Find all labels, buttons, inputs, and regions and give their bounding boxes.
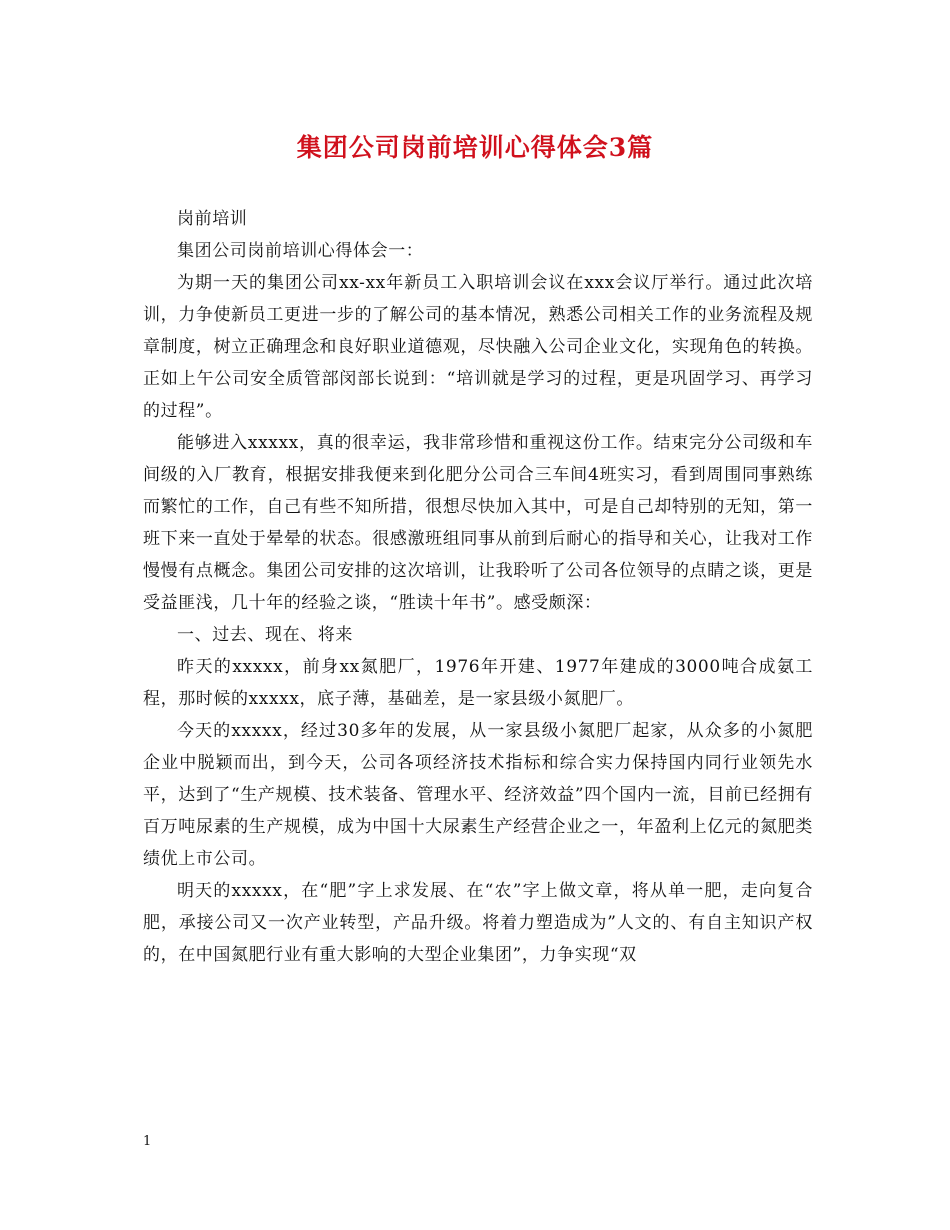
paragraph-yesterday: 昨天的xxxxx，前身xx氮肥厂，1976年开建、1977年建成的3000吨合成氨工程，那时候的xxxxx，底子薄，基础差，是一家县级小氮肥厂。 [143,657,813,709]
document-title: 集团公司岗前培训心得体会3篇 [296,133,654,162]
page-number: 1 [143,1134,152,1149]
paragraph-intro: 为期一天的集团公司xx-xx年新员工入职培训会议在xxx会议厅举行。通过此次培训，力争使新员工更进一步的了解公司的基本情况，熟悉公司相关工作的业务流程及规章制度，树立正确理念和良好职业道德观，尽快融入公司企业文化，实现角色的转换。正如上午公司安全质管部闵部长说到：“培训就是学习的过程，更是巩固学习、再学习的过程”。 [143,273,813,421]
paragraph-tomorrow: 明天的xxxxx，在“肥”字上求发展、在“农”字上做文章，将从单一肥，走向复合肥，承接公司又一次产业转型，产品升级。将着力塑造成为”人文的、有自主知识产权的，在中国氮肥行业有重大影响的大型企业集团”，力争实现“双 [143,881,813,965]
paragraph-subtitle: 集团公司岗前培训心得体会一： [177,241,424,261]
paragraph-today: 今天的xxxxx，经过30多年的发展，从一家县级小氮肥厂起家，从众多的小氮肥企业中脱颖而出，到今天，公司各项经济技术指标和综合实力保持国内同行业领先水平，达到了“生产规模、技术装备、管理水平、经济效益”四个国内一流，目前已经拥有百万吨尿素的生产规模，成为中国十大尿素生产经营企业之一，年盈利上亿元的氮肥类绩优上市公司。 [143,721,813,869]
document-body [143,203,813,971]
paragraph-heading-past-present-future: 一、过去、现在、将来 [177,625,353,645]
paragraph-section-label: 岗前培训 [177,209,248,229]
paragraph-experience: 能够进入xxxxx，真的很幸运，我非常珍惜和重视这份工作。结束完分公司级和车间级的入厂教育，根据安排我便来到化肥分公司合三车间4班实习，看到周围同事熟练而繁忙的工作，自己有些不知所措，很想尽快加入其中，可是自己却特别的无知，第一班下来一直处于晕晕的状态。很感激班组同事从前到后耐心的指导和关心，让我对工作慢慢有点概念。集团公司安排的这次培训，让我聆听了公司各位领导的点睛之谈，更是受益匪浅，几十年的经验之谈，“胜读十年书”。感受颇深： [143,433,813,613]
